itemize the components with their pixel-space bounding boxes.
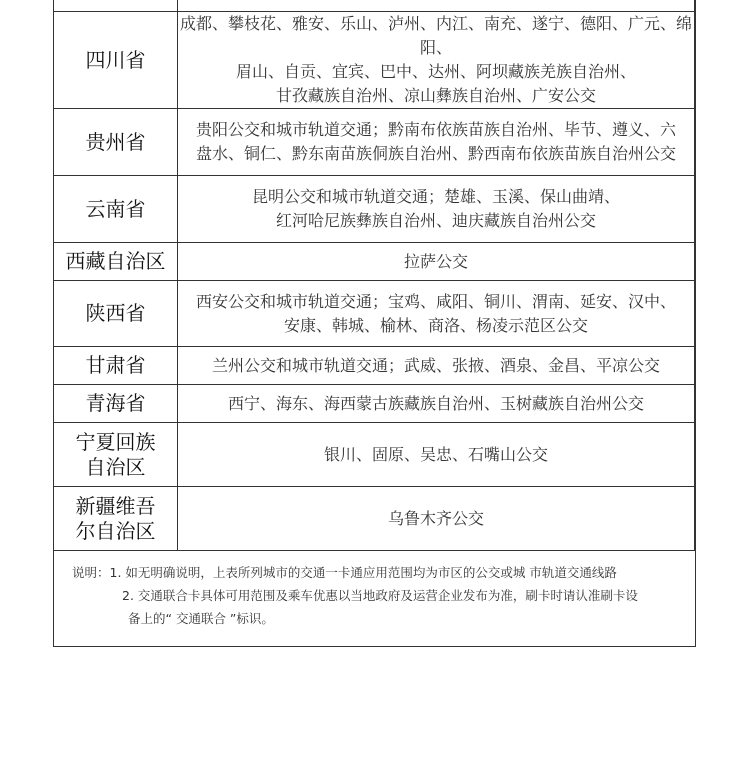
province-cell: 四川省 [54,12,178,109]
province-cell: 陕西省 [54,281,178,347]
cities-cell [178,176,695,243]
cities-line: 成都、攀枝花、雅安、乐山、泸州、内江、南充、遂宁、德阳、广元、绵阳、 [179,14,692,57]
cities-cell [178,385,695,423]
cities-line: 拉萨公交 [403,251,468,271]
cities-line: 昆明公交和城市轨道交通；楚雄、玉溪、保山曲靖、 [251,187,620,206]
province-cell: 贵州省 [54,109,178,176]
province-line: 宁夏回族 [75,429,156,454]
cities-cell [178,347,695,385]
province-line: 尔自治区 [75,518,156,543]
footnote-line: 2. 交通联合卡具体可用范围及乘车优惠以当地政府及运营企业发布为准，刷卡时请认准刷卡设 [122,588,638,603]
table-row [54,347,695,385]
table-row [54,12,695,109]
cities-line: 兰州公交和城市轨道交通；武威、张掖、酒泉、金昌、平凉公交 [211,355,660,375]
table-row [54,0,695,12]
footnote-line: 备上的“ 交通联合 ”标识。 [128,611,274,626]
province-cell [54,423,178,487]
cities-line: 盘水、铜仁、黔东南苗族侗族自治州、黔西南布依族苗族自治州公交 [195,144,676,163]
province-cell: 青海省 [54,385,178,423]
cities-line: 贵阳公交和城市轨道交通；黔南布依族苗族自治州、毕节、遵义、六 [195,120,676,139]
transit-card-table-panel [53,0,696,647]
table-row [54,243,695,281]
table-row [54,487,695,551]
province-cell [54,0,178,12]
transit-card-coverage-table [53,0,695,551]
cities-line: 安康、韩城、榆林、商洛、杨凌示范区公交 [283,315,588,335]
cities-line: 西安公交和城市轨道交通；宝鸡、咸阳、铜川、渭南、延安、汉中、 [195,291,676,311]
cities-line: 红河哈尼族彝族自治州、迪庆藏族自治州公交 [275,211,596,230]
cities-line: 眉山、自贡、宜宾、巴中、达州、阿坝藏族羌族自治州、 [235,62,636,81]
cities-cell [178,423,695,487]
table-row [54,423,695,487]
footnote-line: 说明：1. 如无明确说明，上表所列城市的交通一卡通应用范围均为市区的公交或城 市轨道交通线路 [72,565,617,580]
province-cell: 西藏自治区 [54,243,178,281]
table-row [54,176,695,243]
cities-cell [178,281,695,347]
province-cell: 甘肃省 [54,347,178,385]
cities-cell [178,109,695,176]
province-line: 新疆维吾 [75,493,156,518]
table-row [54,385,695,423]
province-cell: 云南省 [54,176,178,243]
cities-line: 乌鲁木齐公交 [387,508,484,528]
cities-cell [178,12,695,109]
footnote [72,561,682,630]
cities-line: 西宁、海东、海西蒙古族藏族自治州、玉树藏族自治州公交 [227,393,644,413]
cities-line: 银川、固原、吴忠、石嘴山公交 [323,444,548,464]
cities-line: 甘孜藏族自治州、凉山彝族自治州、广安公交 [275,86,596,105]
table-row [54,109,695,176]
table-row [54,281,695,347]
cities-cell [178,0,695,12]
province-cell [54,487,178,551]
province-line: 自治区 [85,454,146,479]
cities-cell [178,487,695,551]
cities-cell [178,243,695,281]
